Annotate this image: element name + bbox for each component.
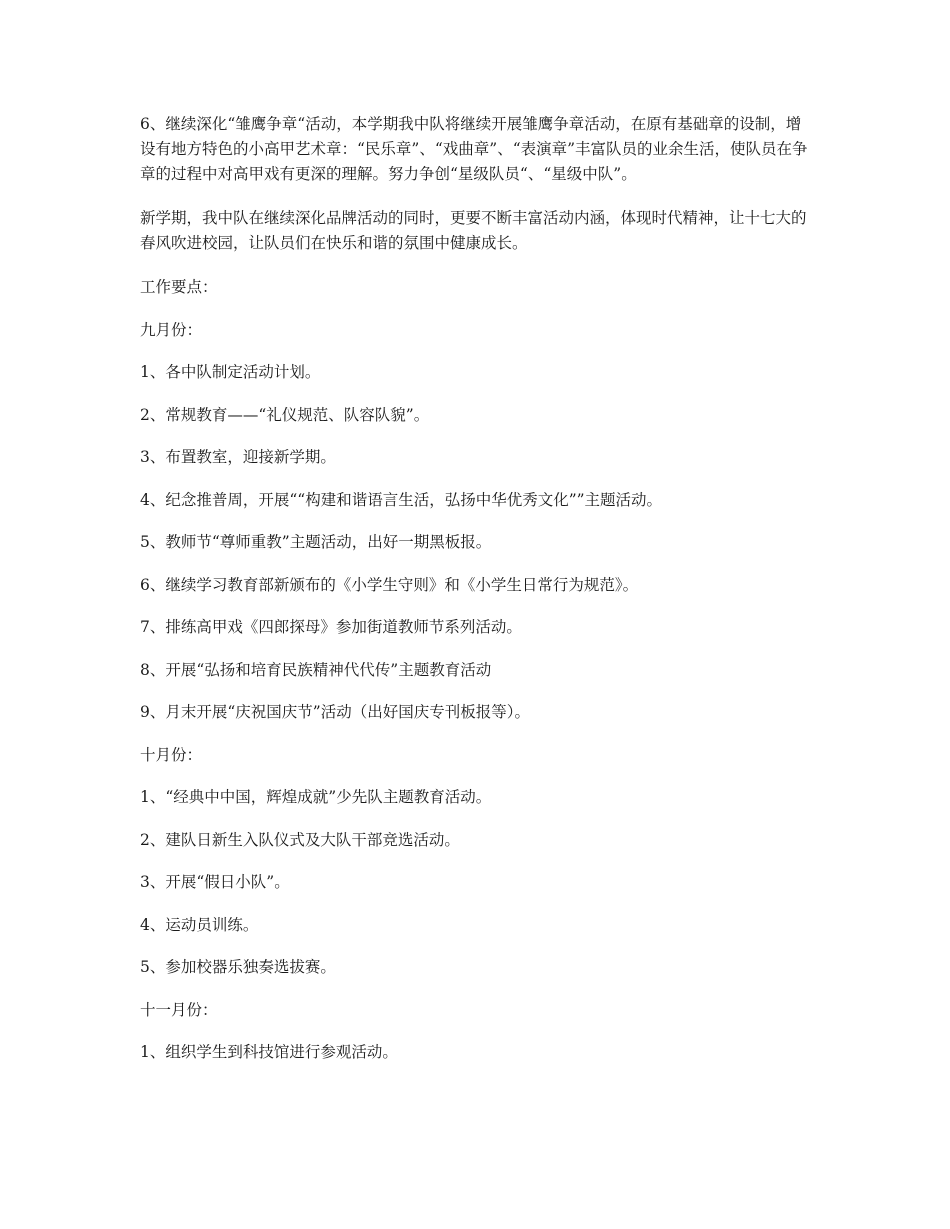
september-item-9: 9、月末开展“庆祝国庆节”活动（出好国庆专刊板报等）。 [140, 703, 530, 721]
work-points-heading: 工作要点： [140, 278, 218, 296]
document-body [140, 112, 812, 1083]
september-item-2: 2、常规教育——“礼仪规范、队容队貌”。 [140, 405, 430, 424]
november-heading: 十一月份： [140, 1000, 218, 1019]
september-item-1: 1、各中队制定活动计划。 [140, 363, 321, 381]
october-item-2: 2、建队日新生入队仪式及大队干部竞选活动。 [140, 830, 460, 849]
september-heading: 九月份： [140, 320, 203, 339]
paragraph-new-semester: 新学期，我中队在继续深化品牌活动的同时，更要不断丰富活动内涵，体现时代精神，让十七大的春风吹进校园，让队员们在快乐和谐的氛围中健康成长。 [140, 209, 807, 252]
october-item-4: 4、运动员训练。 [140, 915, 259, 934]
september-item-3: 3、布置教室，迎接新学期。 [140, 448, 336, 466]
october-item-1: 1、“经典中中国，辉煌成就”少先队主题教育活动。 [140, 788, 492, 806]
october-heading: 十月份： [140, 745, 203, 764]
september-item-4: 4、纪念推普周，开展““构建和谐语言生活，弘扬中华优秀文化””主题活动。 [140, 490, 663, 509]
paragraph-eagle-badge: 6、继续深化“雏鹰争章“活动，本学期我中队将继续开展雏鹰争章活动，在原有基础章的设制，增设有地方特色的小高甲艺术章：“民乐章”、“戏曲章”、“表演章”丰富队员的业余生活，使队员在争章的过程中对高甲戏有更深的理解。努力争创“星级队员“、“星级中队”。 [140, 115, 808, 183]
september-item-6: 6、继续学习教育部新颁布的《小学生守则》和《小学生日常行为规范》。 [140, 575, 639, 594]
october-item-3: 3、开展“假日小队”。 [140, 873, 290, 891]
september-item-7: 7、排练高甲戏《四郎探母》参加街道教师节系列活动。 [140, 618, 522, 636]
october-item-5: 5、参加校器乐独奏选拔赛。 [140, 958, 336, 976]
september-item-5: 5、教师节“尊师重教”主题活动，出好一期黑板报。 [140, 533, 492, 551]
september-item-8: 8、开展“弘扬和培育民族精神代代传”主题教育活动 [140, 660, 492, 679]
november-item-1: 1、组织学生到科技馆进行参观活动。 [140, 1043, 398, 1061]
